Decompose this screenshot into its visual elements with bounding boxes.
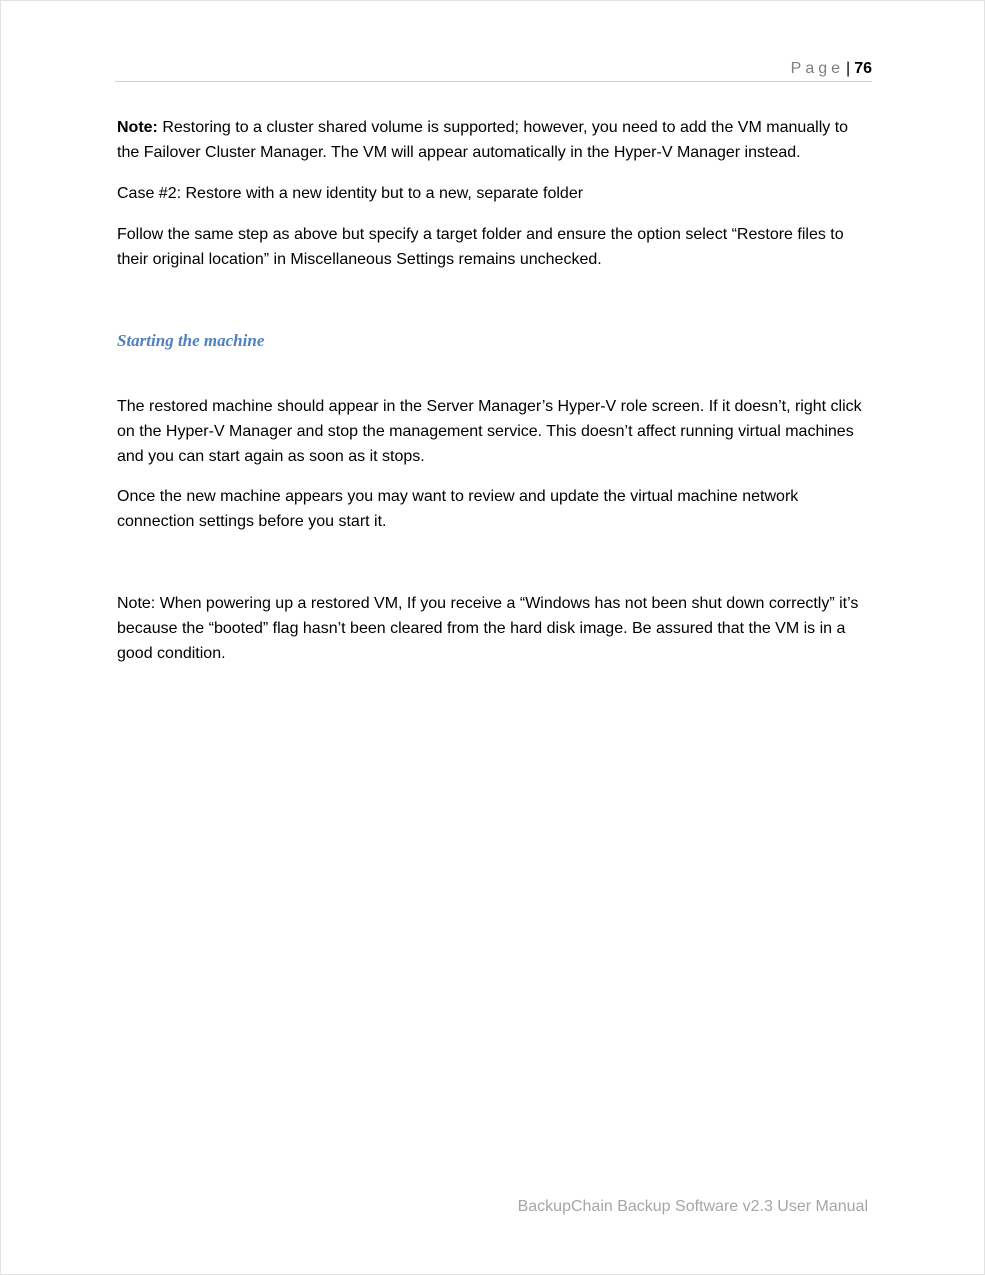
note-paragraph-booted-flag: Note: When powering up a restored VM, If you receive a “Windows has not been shut down correctly” it’s because the “booted” flag hasn’t been cleared from the hard disk image. Be assured that the VM is in a good condition.: [117, 595, 859, 662]
header-separator: |: [846, 60, 851, 77]
page-header: [115, 59, 872, 82]
section-heading: Starting the machine: [117, 331, 265, 350]
note-text: Restoring to a cluster shared volume is supported; however, you need to add the VM manually to the Failover Cluster Manager. The VM will appear automatically in the Hyper-V Manager instead.: [117, 119, 849, 161]
page-label: Page: [790, 60, 845, 77]
note-label: Note:: [117, 119, 158, 136]
page-number: 76: [854, 60, 872, 77]
follow-steps-paragraph: Follow the same step as above but specify a target folder and ensure the option select “Restore files to their original location” in Miscellaneous Settings remains unchecked.: [117, 226, 844, 268]
restored-machine-paragraph: The restored machine should appear in the Server Manager’s Hyper-V role screen. If it doesn’t, right click on the Hyper-V Manager and stop the management service. This doesn’t affect running virtual machines and you can start again as soon as it stops.: [117, 398, 862, 465]
case-2-paragraph: Case #2: Restore with a new identity but to a new, separate folder: [117, 185, 584, 202]
page-footer: BackupChain Backup Software v2.3 User Manual: [517, 1198, 868, 1215]
network-settings-paragraph: Once the new machine appears you may want to review and update the virtual machine network connection settings before you start it.: [117, 488, 799, 530]
note-paragraph-cluster: [117, 115, 872, 165]
